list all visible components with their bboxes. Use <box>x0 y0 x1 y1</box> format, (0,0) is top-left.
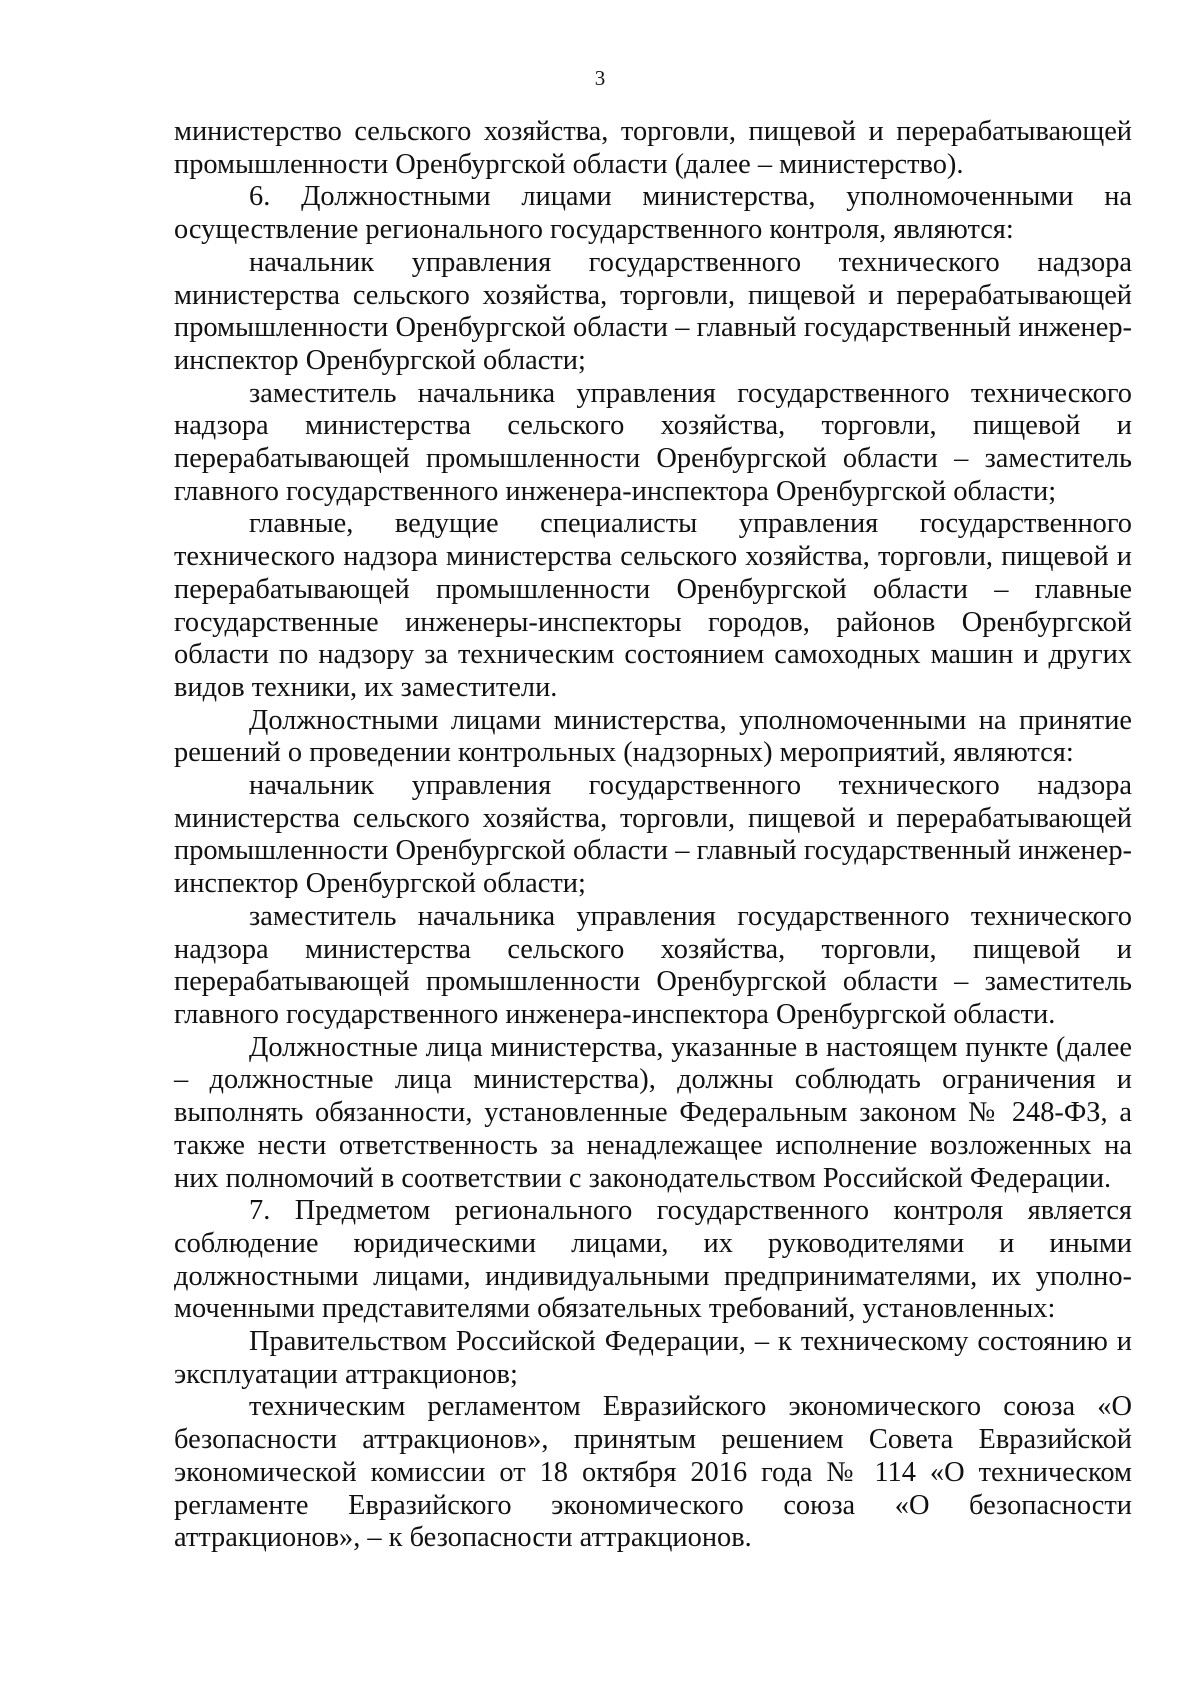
paragraph: Должностными лицами министерства, уполномоченными на принятие решений о проведении контрольных (надзорных) мероприятий, являются: <box>174 704 1132 769</box>
paragraph: заместитель начальника управления государственного технического надзора министерства сельского хозяйства, торговли, пищевой и перерабатывающей промышленности Оренбургской области – заместитель главного государственного инженера-инспектора Оренбургской области. <box>174 900 1132 1030</box>
paragraph: техническим регламентом Евразийского экономического союза «О безопасности аттракционов», принятым решением Совета Евразийской экономической комиссии от 18 октября 2016 года № 114 «О техническом регламенте Евразийского экономического союза «О безопасности аттракционов», – к безопасности аттракционов. <box>174 1391 1132 1554</box>
paragraph: 7. Предметом регионального государственного контроля является соблюдение юридическими лицами, их руководителями и иными должностными лицами, индивидуальными предпринимателями, их уполномоченными представителями обязательных требований, установленных: <box>174 1195 1132 1325</box>
paragraph: Должностные лица министерства, указанные в настоящем пункте (далее – должностные лица министерства), должны соблюдать ограничения и выполнять обязанности, установленные Федеральным законом № 248-ФЗ, а также нести ответственность за ненадлежащее исполнение возложенных на них полномочий в соответствии с законодательством Российской Федерации. <box>174 1031 1132 1194</box>
document-body <box>174 116 1132 1555</box>
paragraph: начальник управления государственного технического надзора министерства сельского хозяйства, торговли, пищевой и перерабатывающей промышленности Оренбургской области – главный государственный инженер-инспектор Оренбургской области; <box>174 246 1132 376</box>
paragraph: заместитель начальника управления государственного технического надзора министерства сельского хозяйства, торговли, пищевой и перерабатывающей промышленности Оренбургской области – заместитель главного государственного инженера-инспектора Оренбургской области; <box>174 377 1132 507</box>
paragraph: министерство сельского хозяйства, торговли, пищевой и перерабатывающей промышленности Оренбургской области (далее – министерство). <box>174 116 1132 180</box>
paragraph: Правительством Российской Федерации, – к техническому состоянию и эксплуатации аттракционов; <box>174 1326 1132 1390</box>
page-number: 3 <box>594 66 606 90</box>
paragraph: начальник управления государственного технического надзора министерства сельского хозяйства, торговли, пищевой и перерабатывающей промышленности Оренбургской области – главный государственный инженер-инспектор Оренбургской области; <box>174 770 1132 900</box>
paragraph: главные, ведущие специалисты управления государственного технического надзора министерства сельского хозяйства, торговли, пищевой и перерабатывающей промышленности Оренбургской области – главные государственные инженеры-инспекторы городов, районов Оренбургской области по надзору за техническим состоянием самоходных машин и других видов техники, их заместители. <box>174 508 1132 703</box>
paragraph: 6. Должностными лицами министерства, уполномоченными на осуществление регионального государственного контроля, являются: <box>174 181 1132 246</box>
